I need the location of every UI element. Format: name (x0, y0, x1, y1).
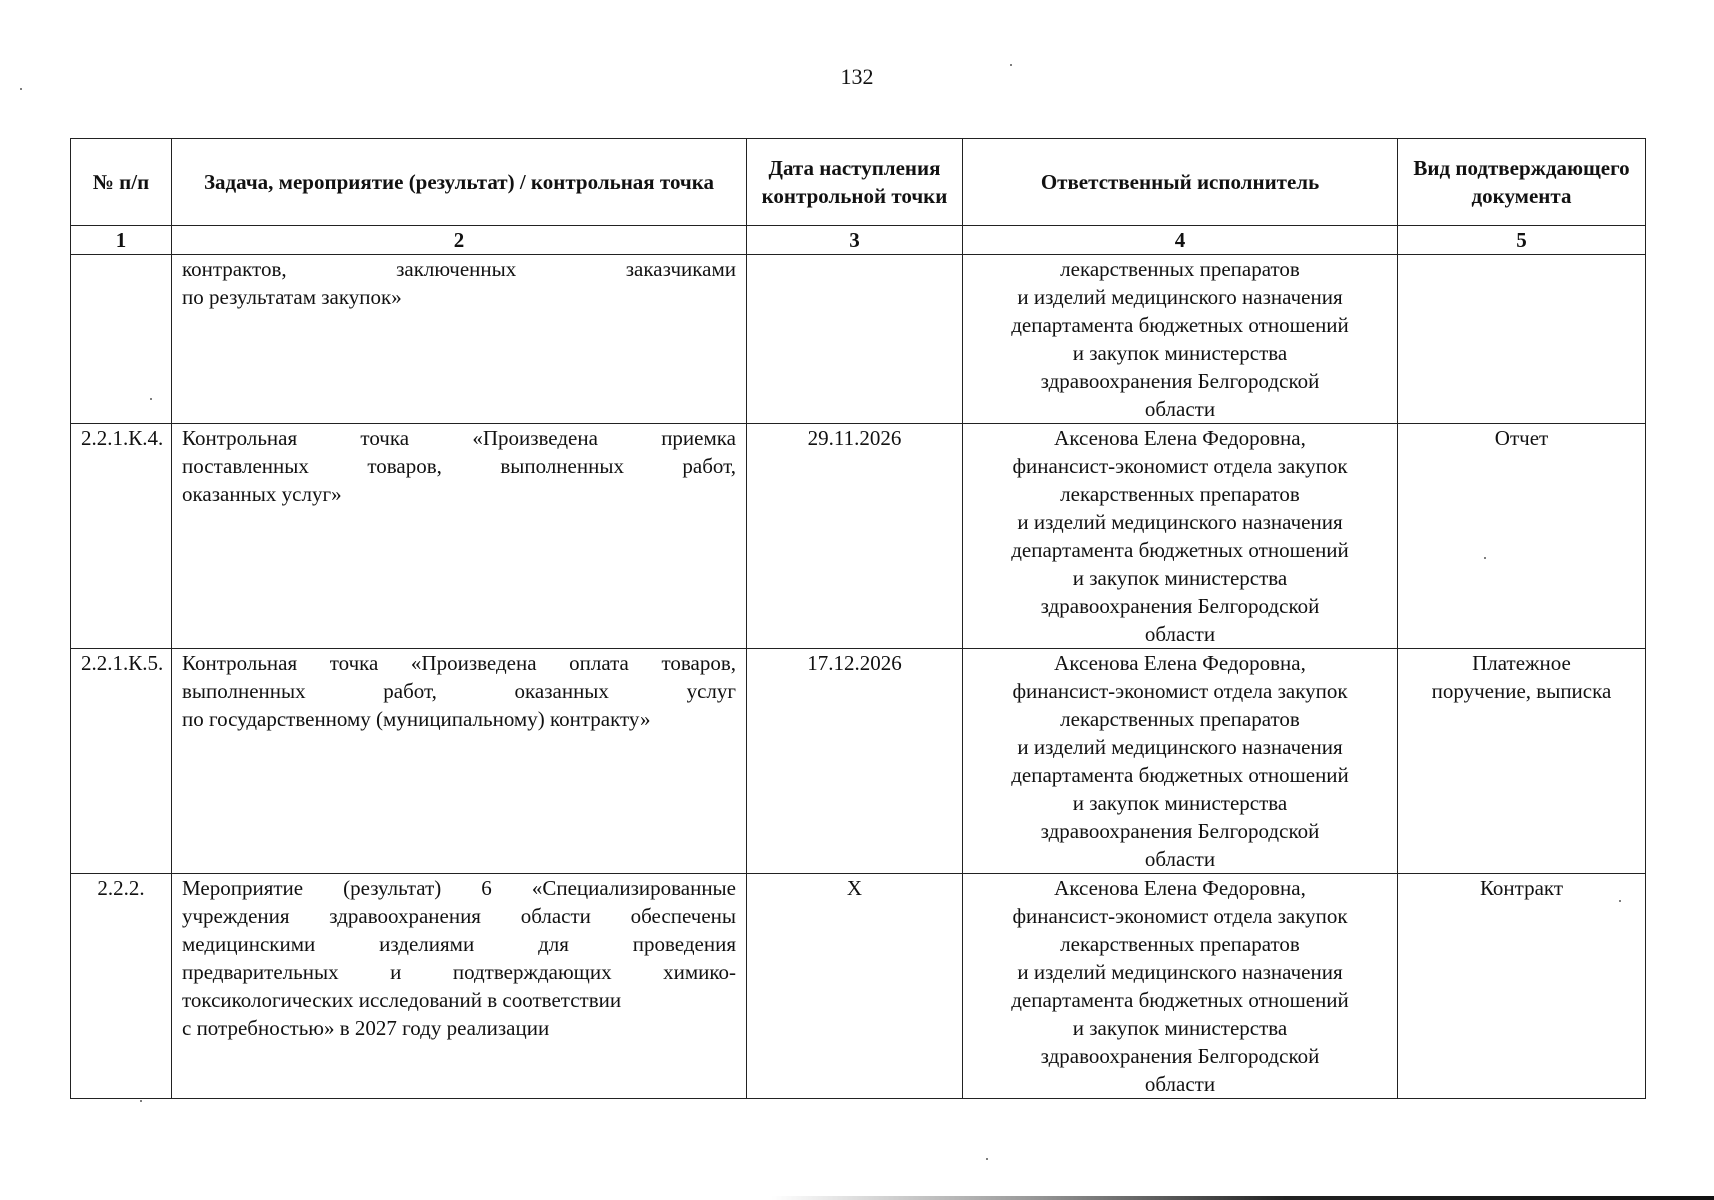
responsible-line: лекарственных препаратов (1060, 482, 1300, 506)
row-number: 2.2.1.К.4. (71, 424, 172, 649)
responsible-line: области (1144, 622, 1216, 646)
responsible-line: департамента бюджетных отношений (1011, 313, 1349, 337)
task-line: контрактов, заключенных заказчиками (182, 257, 736, 281)
task-line: выполненных работ, оказанных услуг (182, 679, 736, 703)
header-document: Вид подтверждающего документа (1398, 139, 1646, 226)
document-cell (1398, 874, 1646, 1099)
row-number (71, 255, 172, 424)
document-cell (1398, 255, 1646, 424)
responsible-line: департамента бюджетных отношений (1011, 988, 1349, 1012)
task-line: поставленных товаров, выполненных работ, (182, 454, 736, 478)
table-row (71, 424, 1646, 649)
column-number: 3 (747, 226, 963, 255)
responsible-line: департамента бюджетных отношений (1011, 538, 1349, 562)
responsible-line: лекарственных препаратов (1060, 932, 1300, 956)
task-line: с потребностью» в 2027 году реализации (182, 1016, 550, 1040)
responsible-line: и закупок министерства (1072, 1016, 1288, 1040)
scan-speck (140, 1100, 142, 1102)
document-line: Платежное (1472, 651, 1571, 675)
responsible-line: здравоохранения Белгородской (1040, 369, 1320, 393)
responsible-line: финансист-экономист отдела закупок (1012, 679, 1348, 703)
column-number: 2 (172, 226, 747, 255)
date-cell: Х (747, 874, 963, 1099)
scan-speck (1484, 557, 1486, 559)
task-line: по результатам закупок» (182, 285, 402, 309)
document-line: поручение, выписка (1431, 679, 1612, 703)
table-row (71, 649, 1646, 874)
scan-speck (1010, 64, 1012, 66)
document-cell (1398, 649, 1646, 874)
header-task: Задача, мероприятие (результат) / контрольная точка (172, 139, 747, 226)
task-cell (172, 255, 747, 424)
responsible-cell (963, 424, 1398, 649)
responsible-line: финансист-экономист отдела закупок (1012, 454, 1348, 478)
row-number: 2.2.2. (71, 874, 172, 1099)
date-cell: 17.12.2026 (747, 649, 963, 874)
date-cell (747, 255, 963, 424)
task-line: Мероприятие (результат) 6 «Специализированные (182, 876, 736, 900)
responsible-line: лекарственных препаратов (1060, 707, 1300, 731)
responsible-line: и закупок министерства (1072, 341, 1288, 365)
document-line: Отчет (1494, 426, 1549, 450)
header-date: Дата наступления контрольной точки (747, 139, 963, 226)
responsible-line: Аксенова Елена Федоровна, (1054, 426, 1306, 450)
scan-speck (1619, 900, 1621, 902)
date-cell: 29.11.2026 (747, 424, 963, 649)
task-line: предварительных и подтверждающих химико- (182, 960, 736, 984)
responsible-line: и закупок министерства (1072, 791, 1288, 815)
task-line: Контрольная точка «Произведена приемка (182, 426, 736, 450)
table-row (71, 874, 1646, 1099)
responsible-line: здравоохранения Белгородской (1040, 819, 1320, 843)
responsible-line: Аксенова Елена Федоровна, (1054, 876, 1306, 900)
task-line: токсикологических исследований в соответствии (182, 988, 622, 1012)
page-number: 132 (840, 64, 874, 89)
responsible-line: области (1144, 397, 1216, 421)
header-responsible: Ответственный исполнитель (963, 139, 1398, 226)
responsible-line: лекарственных препаратов (1060, 257, 1300, 281)
header-number: № п/п (71, 139, 172, 226)
document-line: Контракт (1479, 876, 1564, 900)
responsible-line: и изделий медицинского назначения (1017, 735, 1343, 759)
responsible-line: области (1144, 847, 1216, 871)
task-line: оказанных услуг» (182, 482, 342, 506)
table-header-row (71, 139, 1646, 226)
column-number: 5 (1398, 226, 1646, 255)
task-line: медицинскими изделиями для проведения (182, 932, 736, 956)
scan-speck (150, 398, 152, 400)
task-line: учреждения здравоохранения области обеспечены (182, 904, 736, 928)
column-number-row (71, 226, 1646, 255)
task-cell (172, 424, 747, 649)
responsible-line: департамента бюджетных отношений (1011, 763, 1349, 787)
column-number: 4 (963, 226, 1398, 255)
scan-edge-shadow (0, 1196, 1714, 1200)
task-cell (172, 874, 747, 1099)
table-row (71, 255, 1646, 424)
scan-speck (986, 1158, 988, 1160)
task-line: по государственному (муниципальному) контракту» (182, 707, 651, 731)
responsible-line: здравоохранения Белгородской (1040, 594, 1320, 618)
task-cell (172, 649, 747, 874)
responsible-line: здравоохранения Белгородской (1040, 1044, 1320, 1068)
column-number: 1 (71, 226, 172, 255)
responsible-line: и изделий медицинского назначения (1017, 510, 1343, 534)
responsible-cell (963, 255, 1398, 424)
responsible-cell (963, 874, 1398, 1099)
responsible-line: и закупок министерства (1072, 566, 1288, 590)
responsible-line: и изделий медицинского назначения (1017, 960, 1343, 984)
scan-speck (20, 88, 22, 90)
row-number: 2.2.1.К.5. (71, 649, 172, 874)
responsible-line: Аксенова Елена Федоровна, (1054, 651, 1306, 675)
control-points-table (70, 138, 1646, 1099)
task-line: Контрольная точка «Произведена оплата товаров, (182, 651, 736, 675)
responsible-line: финансист-экономист отдела закупок (1012, 904, 1348, 928)
responsible-line: и изделий медицинского назначения (1017, 285, 1343, 309)
document-cell (1398, 424, 1646, 649)
responsible-cell (963, 649, 1398, 874)
responsible-line: области (1144, 1072, 1216, 1096)
